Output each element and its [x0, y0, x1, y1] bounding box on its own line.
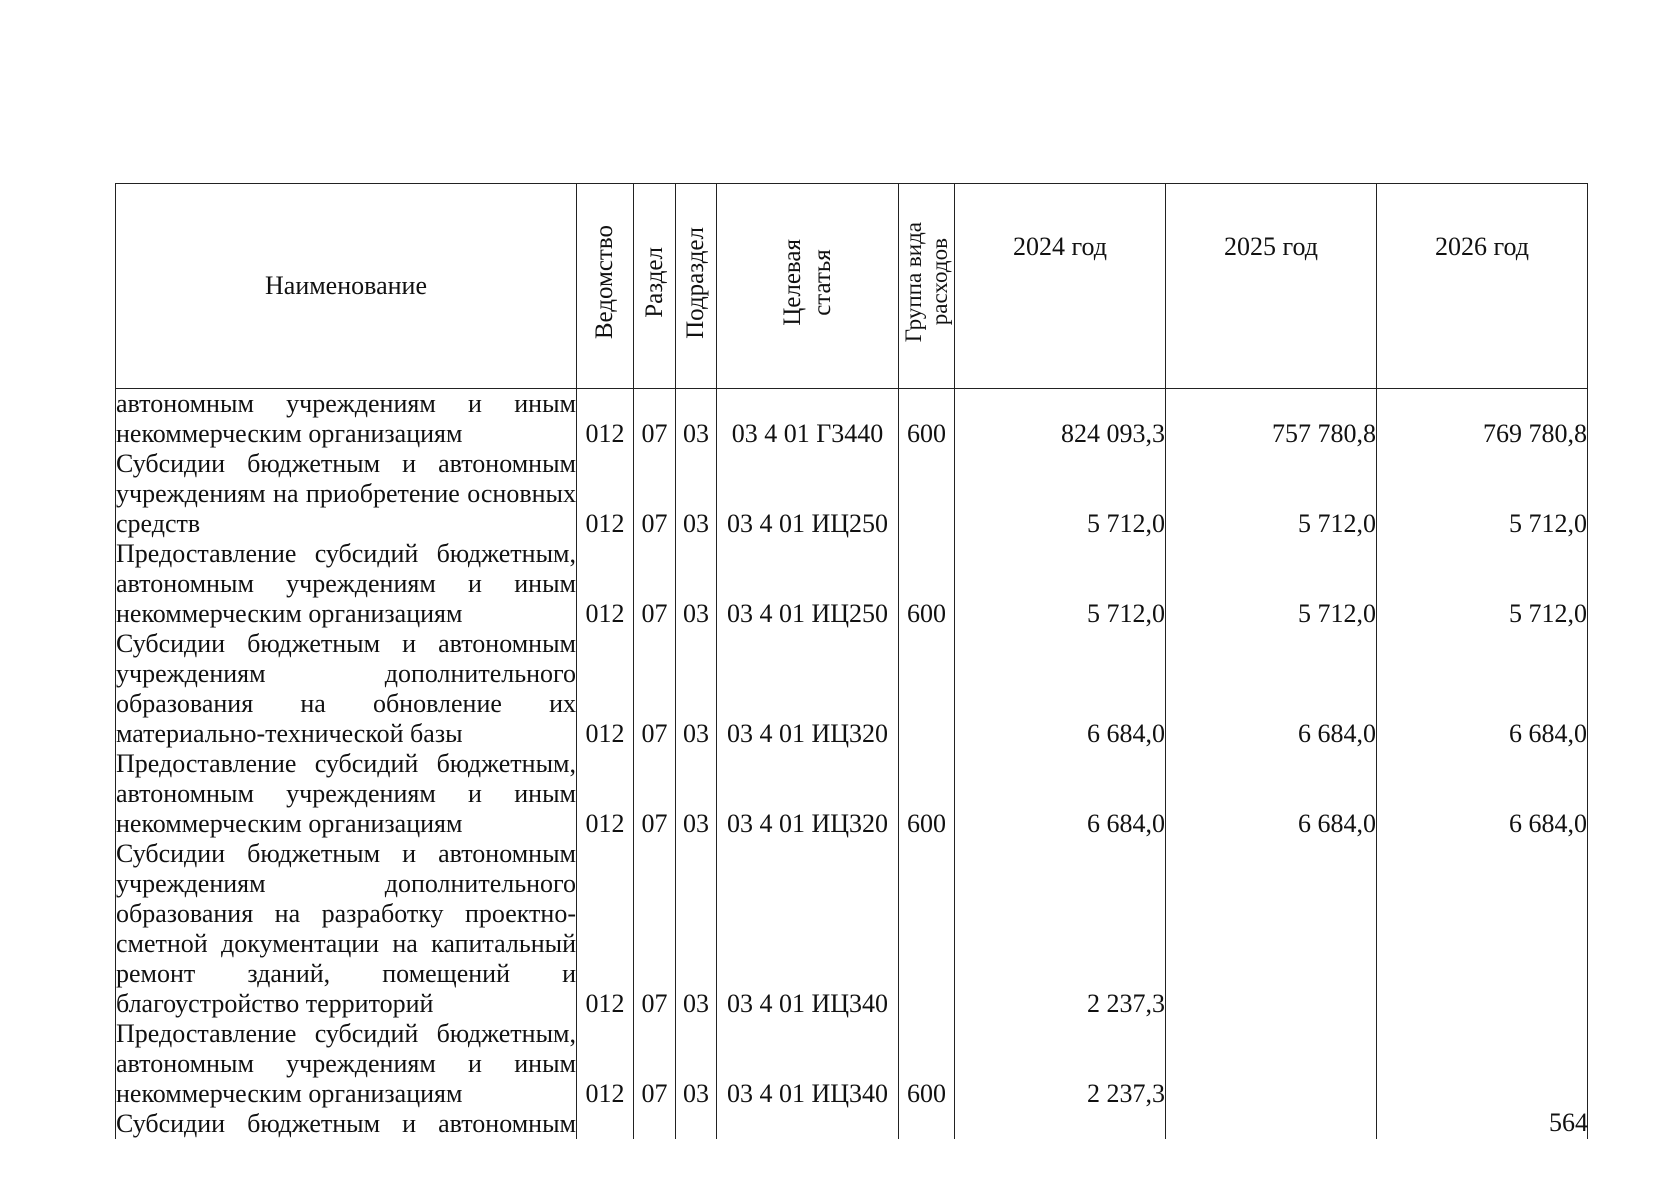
row-podrazdel: 03 [676, 629, 717, 749]
row-vedomstvo: 012 [577, 539, 634, 629]
row-expense-group: 600 [899, 539, 955, 629]
table-row [116, 389, 1588, 450]
row-target-article [717, 1109, 899, 1139]
row-podrazdel: 03 [676, 389, 717, 450]
row-2026 [1377, 839, 1588, 1019]
row-expense-group: 600 [899, 749, 955, 839]
row-expense-group: 600 [899, 1019, 955, 1109]
header-name: Наименование [116, 184, 577, 389]
row-expense-group [899, 839, 955, 1019]
row-vedomstvo: 012 [577, 1019, 634, 1109]
row-2025: 5 712,0 [1166, 449, 1377, 539]
row-2024: 6 684,0 [955, 629, 1166, 749]
row-razdel: 07 [634, 749, 676, 839]
row-vedomstvo: 012 [577, 389, 634, 450]
row-2026: 5 712,0 [1377, 539, 1588, 629]
row-2024: 2 237,3 [955, 839, 1166, 1019]
row-2025 [1166, 1109, 1377, 1139]
row-2026: 5 712,0 [1377, 449, 1588, 539]
row-razdel: 07 [634, 629, 676, 749]
row-target-article: 03 4 01 ИЦ340 [717, 1019, 899, 1109]
header-razdel: Раздел [634, 184, 676, 389]
row-name: Предоставление субсидий бюджетным, автономным учреждениям и иным некоммерческим организациям [116, 749, 576, 838]
header-podrazdel: Подраздел [676, 184, 717, 389]
row-2024: 824 093,3 [955, 389, 1166, 450]
row-2026 [1377, 1019, 1588, 1109]
row-vedomstvo: 012 [577, 749, 634, 839]
row-2026: 6 684,0 [1377, 629, 1588, 749]
row-razdel: 07 [634, 389, 676, 450]
table-row [116, 539, 1588, 629]
row-expense-group [899, 449, 955, 539]
row-2026: 6 684,0 [1377, 749, 1588, 839]
header-target-article: Целевая статья [717, 184, 899, 389]
row-2025 [1166, 1019, 1377, 1109]
row-razdel: 07 [634, 449, 676, 539]
row-razdel: 07 [634, 1019, 676, 1109]
row-target-article: 03 4 01 ИЦ250 [717, 449, 899, 539]
row-2025: 6 684,0 [1166, 629, 1377, 749]
row-2024: 6 684,0 [955, 749, 1166, 839]
row-target-article: 03 4 01 ИЦ320 [717, 749, 899, 839]
row-name: автономным учреждениям и иным некоммерческим организациям [116, 389, 576, 448]
header-year-2025: 2025 год [1166, 184, 1377, 389]
table-row [116, 1019, 1588, 1109]
table-row [116, 449, 1588, 539]
header-vedomstvo: Ведомство [577, 184, 634, 389]
row-expense-group: 600 [899, 389, 955, 450]
row-podrazdel: 03 [676, 1019, 717, 1109]
table-header [116, 184, 1588, 389]
header-year-2024: 2024 год [955, 184, 1166, 389]
table-body [116, 389, 1588, 1140]
row-target-article: 03 4 01 ИЦ320 [717, 629, 899, 749]
table-row [116, 629, 1588, 749]
row-podrazdel: 03 [676, 839, 717, 1019]
row-podrazdel: 03 [676, 539, 717, 629]
row-expense-group [899, 1109, 955, 1139]
row-target-article: 03 4 01 ИЦ340 [717, 839, 899, 1019]
row-name: Субсидии бюджетным и автономным учреждениям на приобретение основных средств [116, 449, 576, 538]
row-razdel: 07 [634, 539, 676, 629]
header-expense-group: Группа вида расходов [899, 184, 955, 389]
row-2024: 5 712,0 [955, 539, 1166, 629]
row-podrazdel: 03 [676, 749, 717, 839]
row-target-article: 03 4 01 ИЦ250 [717, 539, 899, 629]
row-vedomstvo: 012 [577, 839, 634, 1019]
row-vedomstvo [577, 1109, 634, 1139]
row-name: Предоставление субсидий бюджетным, автономным учреждениям и иным некоммерческим организациям [116, 539, 576, 628]
row-razdel [634, 1109, 676, 1139]
row-vedomstvo: 012 [577, 629, 634, 749]
header-year-2026: 2026 год [1377, 184, 1588, 389]
row-2025 [1166, 839, 1377, 1019]
row-name: Субсидии бюджетным и автономным учреждениям дополнительного образования на разработку проектно-сметной документации на капитальный ремонт зданий, помещений и благоустройство территорий [116, 839, 576, 1018]
row-2026: 769 780,8 [1377, 389, 1588, 450]
table-row [116, 1109, 1588, 1139]
row-2025: 5 712,0 [1166, 539, 1377, 629]
row-razdel: 07 [634, 839, 676, 1019]
row-2024: 2 237,3 [955, 1019, 1166, 1109]
page-number: 564 [1549, 1108, 1588, 1137]
row-target-article: 03 4 01 Г3440 [717, 389, 899, 450]
row-podrazdel [676, 1109, 717, 1139]
row-vedomstvo: 012 [577, 449, 634, 539]
table-row [116, 839, 1588, 1019]
row-2024: 5 712,0 [955, 449, 1166, 539]
row-name: Субсидии бюджетным и автономным учреждениям дополнительного образования на обновление их материально-технической базы [116, 629, 576, 748]
table-row [116, 749, 1588, 839]
row-expense-group [899, 629, 955, 749]
budget-table [115, 183, 1588, 1139]
row-name: Субсидии бюджетным и автономным [116, 1109, 576, 1138]
row-2024 [955, 1109, 1166, 1139]
row-podrazdel: 03 [676, 449, 717, 539]
row-2025: 6 684,0 [1166, 749, 1377, 839]
row-name: Предоставление субсидий бюджетным, автономным учреждениям и иным некоммерческим организациям [116, 1019, 576, 1108]
row-2025: 757 780,8 [1166, 389, 1377, 450]
